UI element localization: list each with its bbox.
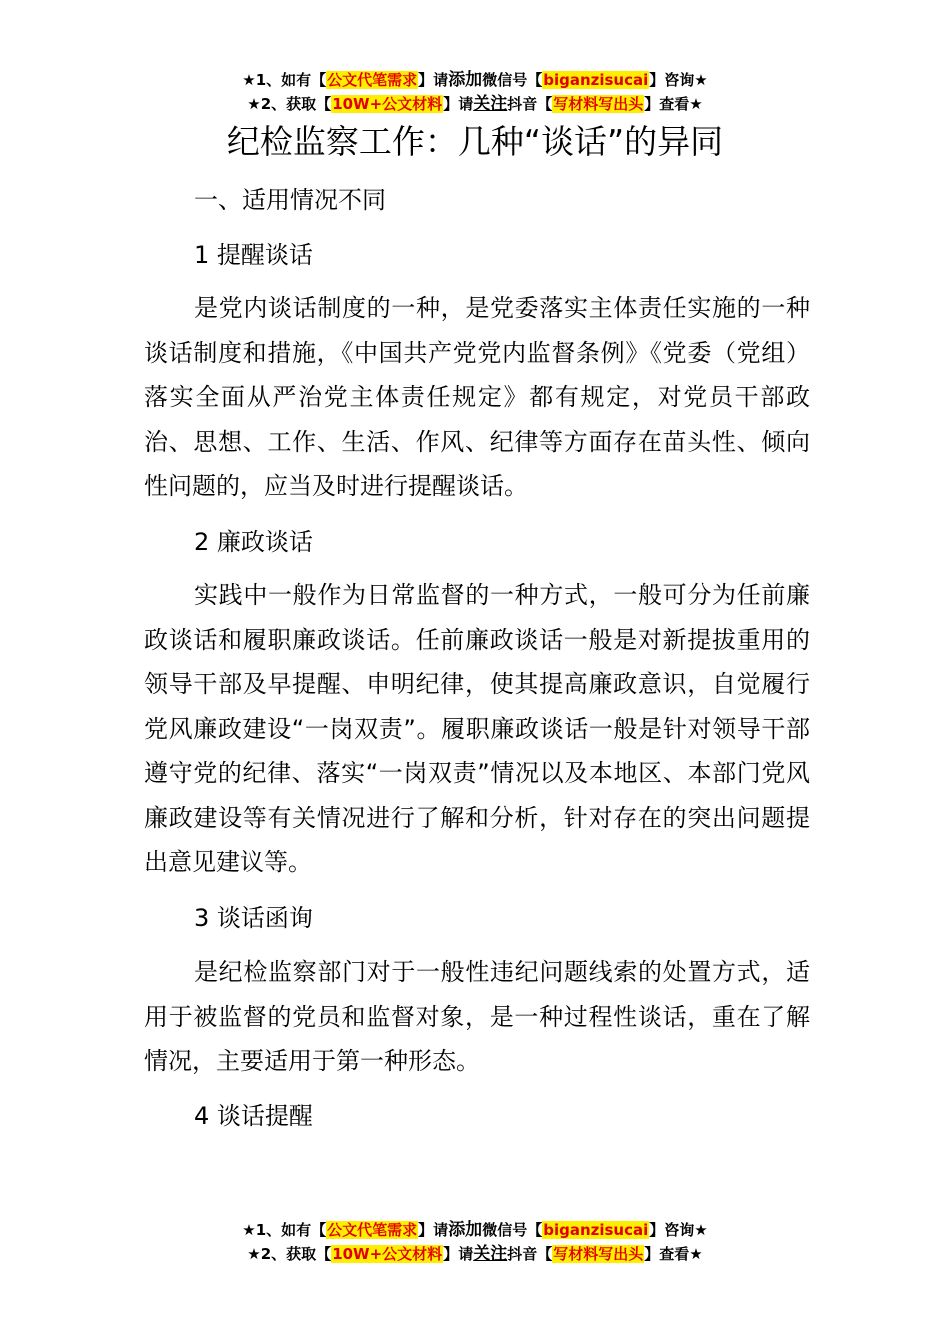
paragraph: 是党内谈话制度的一种，是党委落实主体责任实施的一种谈话制度和措施，《中国共产党党内监督条例》《党委（党组）落实全面从严治党主体责任规定》都有规定，对党员干部政治、思想、工作、生活、作风、纪律等方面存在苗头性、倾向性问题的，应当及时进行提醒谈话。	[144, 294, 810, 500]
emphasis-text: 添加	[448, 70, 483, 90]
banner-text: 】咨询★	[649, 1221, 708, 1239]
banner-text: 】请	[418, 1221, 449, 1239]
banner-text: 微信号【	[482, 1221, 543, 1239]
emphasis-text: 关注	[473, 94, 508, 114]
banner-line-2	[0, 92, 950, 116]
wechat-id-highlight: biganzisucai	[543, 71, 649, 89]
banner-text: ★1、如有【	[242, 71, 327, 89]
banner-line-1	[0, 1218, 950, 1242]
item-heading: 4 谈话提醒	[194, 1102, 313, 1130]
banner-line-2	[0, 1242, 950, 1266]
header-banner	[0, 68, 950, 116]
banner-text: 】查看★	[644, 95, 703, 113]
banner-text: 】咨询★	[649, 71, 708, 89]
emphasis-text: 添加	[448, 1220, 483, 1240]
page-title: 纪检监察工作：几种“谈话”的异同	[226, 122, 724, 161]
banner-line-1	[0, 68, 950, 92]
item-heading: 2 廉政谈话	[194, 528, 313, 556]
emphasis-text: 关注	[473, 1244, 508, 1264]
highlight-tag: 10W+公文材料	[332, 1245, 443, 1263]
douyin-id-highlight: 写材料写出头	[553, 1245, 644, 1263]
douyin-id-highlight: 写材料写出头	[553, 95, 644, 113]
banner-text: 】请	[443, 95, 474, 113]
banner-text: 】查看★	[644, 1245, 703, 1263]
banner-text: 】请	[443, 1245, 474, 1263]
banner-text: ★1、如有【	[242, 1221, 327, 1239]
paragraph: 是纪检监察部门对于一般性违纪问题线索的处置方式，适用于被监督的党员和监督对象，是一种过程性谈话，重在了解情况，主要适用于第一种形态。	[144, 958, 810, 1075]
highlight-tag: 公文代笔需求	[327, 71, 418, 89]
banner-text: ★2、获取【	[247, 95, 332, 113]
section-heading: 一、适用情况不同	[194, 186, 386, 214]
highlight-tag: 10W+公文材料	[332, 95, 443, 113]
banner-text: 抖音【	[507, 1245, 553, 1263]
highlight-tag: 公文代笔需求	[327, 1221, 418, 1239]
wechat-id-highlight: biganzisucai	[543, 1221, 649, 1239]
paragraph: 实践中一般作为日常监督的一种方式，一般可分为任前廉政谈话和履职廉政谈话。任前廉政谈话一般是对新提拔重用的领导干部及早提醒、申明纪律，使其提高廉政意识，自觉履行党风廉政建设“一岗双责”。履职廉政谈话一般是针对领导干部遵守党的纪律、落实“一岗双责”情况以及本地区、本部门党风廉政建设等有关情况进行了解和分析，针对存在的突出问题提出意见建议等。	[144, 581, 810, 876]
banner-text: ★2、获取【	[247, 1245, 332, 1263]
footer-banner	[0, 1218, 950, 1266]
banner-text: 】请	[418, 71, 449, 89]
item-heading: 3 谈话函询	[194, 904, 313, 932]
banner-text: 微信号【	[482, 71, 543, 89]
banner-text: 抖音【	[507, 95, 553, 113]
item-heading: 1 提醒谈话	[194, 241, 313, 269]
